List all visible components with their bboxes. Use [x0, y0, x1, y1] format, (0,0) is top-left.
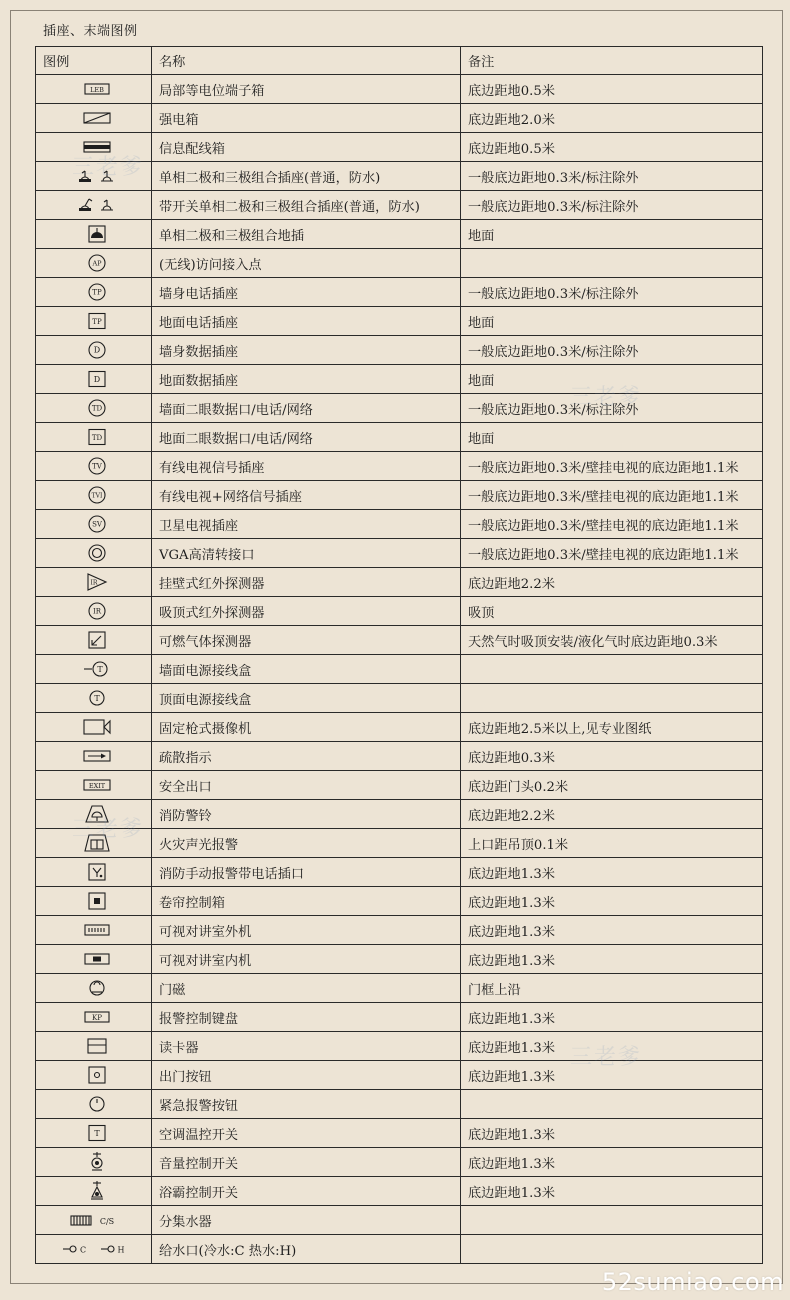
svg-text:T: T — [97, 665, 103, 674]
name-cell: 强电箱 — [152, 104, 461, 133]
camera-icon — [82, 717, 112, 737]
watermark: 三老爹 — [72, 155, 145, 180]
table-row — [36, 1148, 763, 1177]
table-row — [36, 742, 763, 771]
note-cell: 底边距地1.3米 — [461, 1061, 763, 1090]
note-cell — [461, 1206, 763, 1235]
note-cell: 一般底边距地0.3米/壁挂电视的底边距地1.1米 — [461, 481, 763, 510]
symbol-cell — [36, 1090, 152, 1119]
table-row — [36, 336, 763, 365]
intercom-indoor-icon — [84, 952, 110, 966]
table-row — [36, 452, 763, 481]
symbol-cell — [36, 887, 152, 916]
symbol-cell — [36, 1235, 152, 1264]
name-cell: 固定枪式摄像机 — [152, 713, 461, 742]
table-row — [36, 423, 763, 452]
note-cell: 地面 — [461, 307, 763, 336]
volume-switch-icon — [86, 1150, 108, 1174]
name-cell: 局部等电位端子箱 — [152, 75, 461, 104]
legend-table — [35, 46, 763, 1264]
svg-text:TD: TD — [91, 434, 103, 442]
table-row — [36, 1061, 763, 1090]
name-cell: 消防手动报警带电话插口 — [152, 858, 461, 887]
symbol-cell — [36, 249, 152, 278]
section-caption: 插座、末端图例 — [43, 24, 138, 39]
name-cell: 可视对讲室内机 — [152, 945, 461, 974]
svg-text:IR: IR — [90, 579, 98, 587]
table-row — [36, 278, 763, 307]
note-cell: 一般底边距地0.3米/壁挂电视的底边距地1.1米 — [461, 452, 763, 481]
note-cell: 上口距吊顶0.1米 — [461, 829, 763, 858]
power-box-icon — [83, 111, 111, 125]
svg-text:D: D — [93, 345, 101, 355]
symbol-cell — [36, 365, 152, 394]
watermark: 三老爹 — [570, 1045, 643, 1070]
symbol-cell — [36, 394, 152, 423]
note-cell: 底边距地0.5米 — [461, 133, 763, 162]
symbol-cell — [36, 974, 152, 1003]
exit-sign-icon — [83, 778, 111, 792]
table-row — [36, 713, 763, 742]
note-cell — [461, 1090, 763, 1119]
table-row — [36, 539, 763, 568]
intercom-outdoor-icon — [84, 923, 110, 937]
name-cell: (无线)访问接入点 — [152, 249, 461, 278]
note-cell — [461, 655, 763, 684]
switched-combo-socket-icon — [77, 197, 117, 213]
access-point-icon — [86, 252, 108, 274]
note-cell — [461, 1235, 763, 1264]
note-cell: 底边距地2.5米以上,见专业图纸 — [461, 713, 763, 742]
bath-heater-switch-icon — [86, 1179, 108, 1203]
table-row — [36, 916, 763, 945]
note-cell: 门框上沿 — [461, 974, 763, 1003]
note-cell: 一般底边距地0.3米/标注除外 — [461, 191, 763, 220]
table-row — [36, 858, 763, 887]
table-row — [36, 1119, 763, 1148]
table-row — [36, 191, 763, 220]
name-cell: 报警控制键盘 — [152, 1003, 461, 1032]
note-cell: 一般底边距地0.3米/壁挂电视的底边距地1.1米 — [461, 510, 763, 539]
svg-text:EXIT: EXIT — [88, 782, 106, 790]
symbol-cell — [36, 684, 152, 713]
symbol-cell — [36, 481, 152, 510]
table-row — [36, 75, 763, 104]
name-cell: 给水口(冷水:C 热水:H) — [152, 1235, 461, 1264]
note-cell: 一般底边距地0.3米/标注除外 — [461, 162, 763, 191]
name-cell: 单相二极和三极组合地插 — [152, 220, 461, 249]
name-cell: 出门按钮 — [152, 1061, 461, 1090]
table-row — [36, 1032, 763, 1061]
satellite-tv-socket-icon — [86, 513, 108, 535]
svg-text:TD: TD — [91, 404, 103, 413]
wall-phone-socket-icon — [86, 281, 108, 303]
svg-text:IR: IR — [92, 607, 102, 616]
symbol-cell — [36, 1119, 152, 1148]
note-cell: 底边距地1.3米 — [461, 858, 763, 887]
floor-dual-port-icon — [86, 426, 108, 448]
note-cell — [461, 684, 763, 713]
note-cell: 底边距地2.2米 — [461, 568, 763, 597]
note-cell: 底边距地0.5米 — [461, 75, 763, 104]
name-cell: 挂壁式红外探测器 — [152, 568, 461, 597]
note-cell — [461, 249, 763, 278]
name-cell: 安全出口 — [152, 771, 461, 800]
symbol-cell — [36, 597, 152, 626]
name-cell: 地面电话插座 — [152, 307, 461, 336]
name-cell: 吸顶式红外探测器 — [152, 597, 461, 626]
note-cell: 底边距地1.3米 — [461, 1177, 763, 1206]
svg-text:T: T — [94, 1129, 100, 1138]
note-cell: 一般底边距地0.3米/标注除外 — [461, 394, 763, 423]
symbol-cell — [36, 916, 152, 945]
symbol-cell — [36, 104, 152, 133]
name-cell: 单相二极和三极组合插座(普通，防水) — [152, 162, 461, 191]
name-cell: VGA高清转接口 — [152, 539, 461, 568]
shutter-control-box-icon — [86, 890, 108, 912]
name-cell: 卫星电视插座 — [152, 510, 461, 539]
header-symbol: 图例 — [36, 47, 152, 75]
symbol-cell — [36, 423, 152, 452]
table-row — [36, 1206, 763, 1235]
name-cell: 分集水器 — [152, 1206, 461, 1235]
name-cell: 读卡器 — [152, 1032, 461, 1061]
note-cell: 一般底边距地0.3米/标注除外 — [461, 278, 763, 307]
name-cell: 空调温控开关 — [152, 1119, 461, 1148]
table-row — [36, 104, 763, 133]
header-name: 名称 — [152, 47, 461, 75]
door-magnet-icon — [86, 977, 108, 999]
table-row — [36, 133, 763, 162]
symbol-cell — [36, 1148, 152, 1177]
table-row — [36, 307, 763, 336]
table-row — [36, 510, 763, 539]
watermark: 三老爹 — [570, 385, 643, 410]
symbol-cell — [36, 1003, 152, 1032]
symbol-cell — [36, 336, 152, 365]
svg-text:TP: TP — [92, 318, 102, 326]
name-cell: 有线电视信号插座 — [152, 452, 461, 481]
symbol-cell — [36, 75, 152, 104]
symbol-cell — [36, 307, 152, 336]
symbol-cell — [36, 452, 152, 481]
svg-text:TP: TP — [92, 288, 102, 297]
symbol-cell — [36, 539, 152, 568]
table-row — [36, 568, 763, 597]
name-cell: 有线电视+网络信号插座 — [152, 481, 461, 510]
table-row — [36, 1235, 763, 1264]
header-row — [36, 47, 763, 75]
emergency-button-icon — [86, 1093, 108, 1115]
note-cell: 底边距地2.0米 — [461, 104, 763, 133]
svg-text:TVI: TVI — [91, 492, 103, 500]
name-cell: 墙身电话插座 — [152, 278, 461, 307]
note-cell: 地面 — [461, 365, 763, 394]
svg-text:TV: TV — [92, 462, 102, 471]
note-cell: 底边距地1.3米 — [461, 1032, 763, 1061]
manual-alarm-phone-icon — [86, 861, 108, 883]
table-row — [36, 394, 763, 423]
table-row — [36, 626, 763, 655]
name-cell: 消防警铃 — [152, 800, 461, 829]
symbol-cell — [36, 771, 152, 800]
floor-socket-icon — [86, 223, 108, 245]
name-cell: 墙面电源接线盒 — [152, 655, 461, 684]
watermark: 三老爹 — [72, 817, 145, 842]
table-row — [36, 1090, 763, 1119]
name-cell: 信息配线箱 — [152, 133, 461, 162]
table-row — [36, 829, 763, 858]
name-cell: 火灾声光报警 — [152, 829, 461, 858]
name-cell: 墙面二眼数据口/电话/网络 — [152, 394, 461, 423]
card-reader-icon — [86, 1036, 108, 1056]
symbol-cell — [36, 191, 152, 220]
note-cell: 底边距地2.2米 — [461, 800, 763, 829]
name-cell: 可燃气体探测器 — [152, 626, 461, 655]
table-row — [36, 684, 763, 713]
symbol-cell — [36, 1061, 152, 1090]
svg-text:C/S: C/S — [99, 1217, 115, 1226]
table-row — [36, 162, 763, 191]
note-cell: 一般底边距地0.3米/壁挂电视的底边距地1.1米 — [461, 539, 763, 568]
table-row — [36, 1003, 763, 1032]
symbol-cell — [36, 1206, 152, 1235]
name-cell: 疏散指示 — [152, 742, 461, 771]
name-cell: 可视对讲室外机 — [152, 916, 461, 945]
note-cell: 底边距地1.3米 — [461, 1119, 763, 1148]
table-row — [36, 249, 763, 278]
name-cell: 地面数据插座 — [152, 365, 461, 394]
wall-ir-detector-icon — [85, 571, 109, 593]
wall-dual-port-icon — [86, 397, 108, 419]
evacuation-sign-icon — [83, 749, 111, 763]
water-outlet-icon — [61, 1242, 133, 1256]
svg-text:C: C — [79, 1245, 87, 1255]
name-cell: 地面二眼数据口/电话/网络 — [152, 423, 461, 452]
symbol-cell — [36, 626, 152, 655]
note-cell: 地面 — [461, 220, 763, 249]
ceiling-junction-box-icon — [86, 687, 108, 709]
svg-text:AP: AP — [92, 259, 102, 268]
name-cell: 带开关单相二极和三极组合插座(普通，防水) — [152, 191, 461, 220]
floor-phone-socket-icon — [86, 310, 108, 332]
table-row — [36, 597, 763, 626]
svg-text:D: D — [93, 375, 101, 384]
note-cell: 一般底边距地0.3米/标注除外 — [461, 336, 763, 365]
site-watermark: 52sumiao.com — [601, 1268, 784, 1296]
name-cell: 卷帘控制箱 — [152, 887, 461, 916]
alarm-keypad-icon — [84, 1010, 110, 1024]
symbol-cell — [36, 1177, 152, 1206]
note-cell: 吸顶 — [461, 597, 763, 626]
manifold-icon — [69, 1213, 125, 1227]
table-row — [36, 974, 763, 1003]
note-cell: 地面 — [461, 423, 763, 452]
symbol-cell — [36, 713, 152, 742]
table-row — [36, 945, 763, 974]
note-cell: 底边距地1.3米 — [461, 1148, 763, 1177]
symbol-cell — [36, 742, 152, 771]
note-cell: 底边距地1.3米 — [461, 916, 763, 945]
symbol-cell — [36, 1032, 152, 1061]
symbol-cell — [36, 945, 152, 974]
wall-data-socket-icon — [86, 339, 108, 361]
name-cell: 紧急报警按钮 — [152, 1090, 461, 1119]
thermostat-switch-icon — [86, 1122, 108, 1144]
svg-text:KP: KP — [92, 1014, 102, 1022]
table-row — [36, 655, 763, 684]
note-cell: 底边距门头0.2米 — [461, 771, 763, 800]
svg-text:T: T — [94, 694, 100, 703]
symbol-cell — [36, 655, 152, 684]
name-cell: 顶面电源接线盒 — [152, 684, 461, 713]
ceiling-ir-detector-icon — [86, 600, 108, 622]
table-row — [36, 481, 763, 510]
gas-detector-icon — [86, 629, 108, 651]
name-cell: 浴霸控制开关 — [152, 1177, 461, 1206]
table-row — [36, 887, 763, 916]
svg-text:SV: SV — [92, 520, 102, 529]
symbol-cell — [36, 858, 152, 887]
svg-text:LEB: LEB — [90, 86, 104, 94]
note-cell: 底边距地1.3米 — [461, 887, 763, 916]
name-cell: 门磁 — [152, 974, 461, 1003]
exit-button-icon — [86, 1064, 108, 1086]
vga-port-icon — [86, 542, 108, 564]
note-cell: 底边距地1.3米 — [461, 945, 763, 974]
symbol-cell — [36, 220, 152, 249]
name-cell: 音量控制开关 — [152, 1148, 461, 1177]
note-cell: 天然气时吸顶安装/液化气时底边距地0.3米 — [461, 626, 763, 655]
name-cell: 墙身数据插座 — [152, 336, 461, 365]
symbol-cell — [36, 278, 152, 307]
leb-box-icon — [84, 82, 110, 96]
table-row — [36, 1177, 763, 1206]
table-row — [36, 771, 763, 800]
header-note: 备注 — [461, 47, 763, 75]
symbol-cell — [36, 510, 152, 539]
note-cell: 底边距地0.3米 — [461, 742, 763, 771]
tv-socket-icon — [86, 455, 108, 477]
table-row — [36, 365, 763, 394]
symbol-cell — [36, 568, 152, 597]
note-cell: 底边距地1.3米 — [461, 1003, 763, 1032]
wall-junction-box-icon — [82, 658, 112, 680]
table-row — [36, 800, 763, 829]
floor-data-socket-icon — [86, 368, 108, 390]
table-row — [36, 220, 763, 249]
svg-text:H: H — [117, 1245, 125, 1255]
tv-network-socket-icon — [86, 484, 108, 506]
